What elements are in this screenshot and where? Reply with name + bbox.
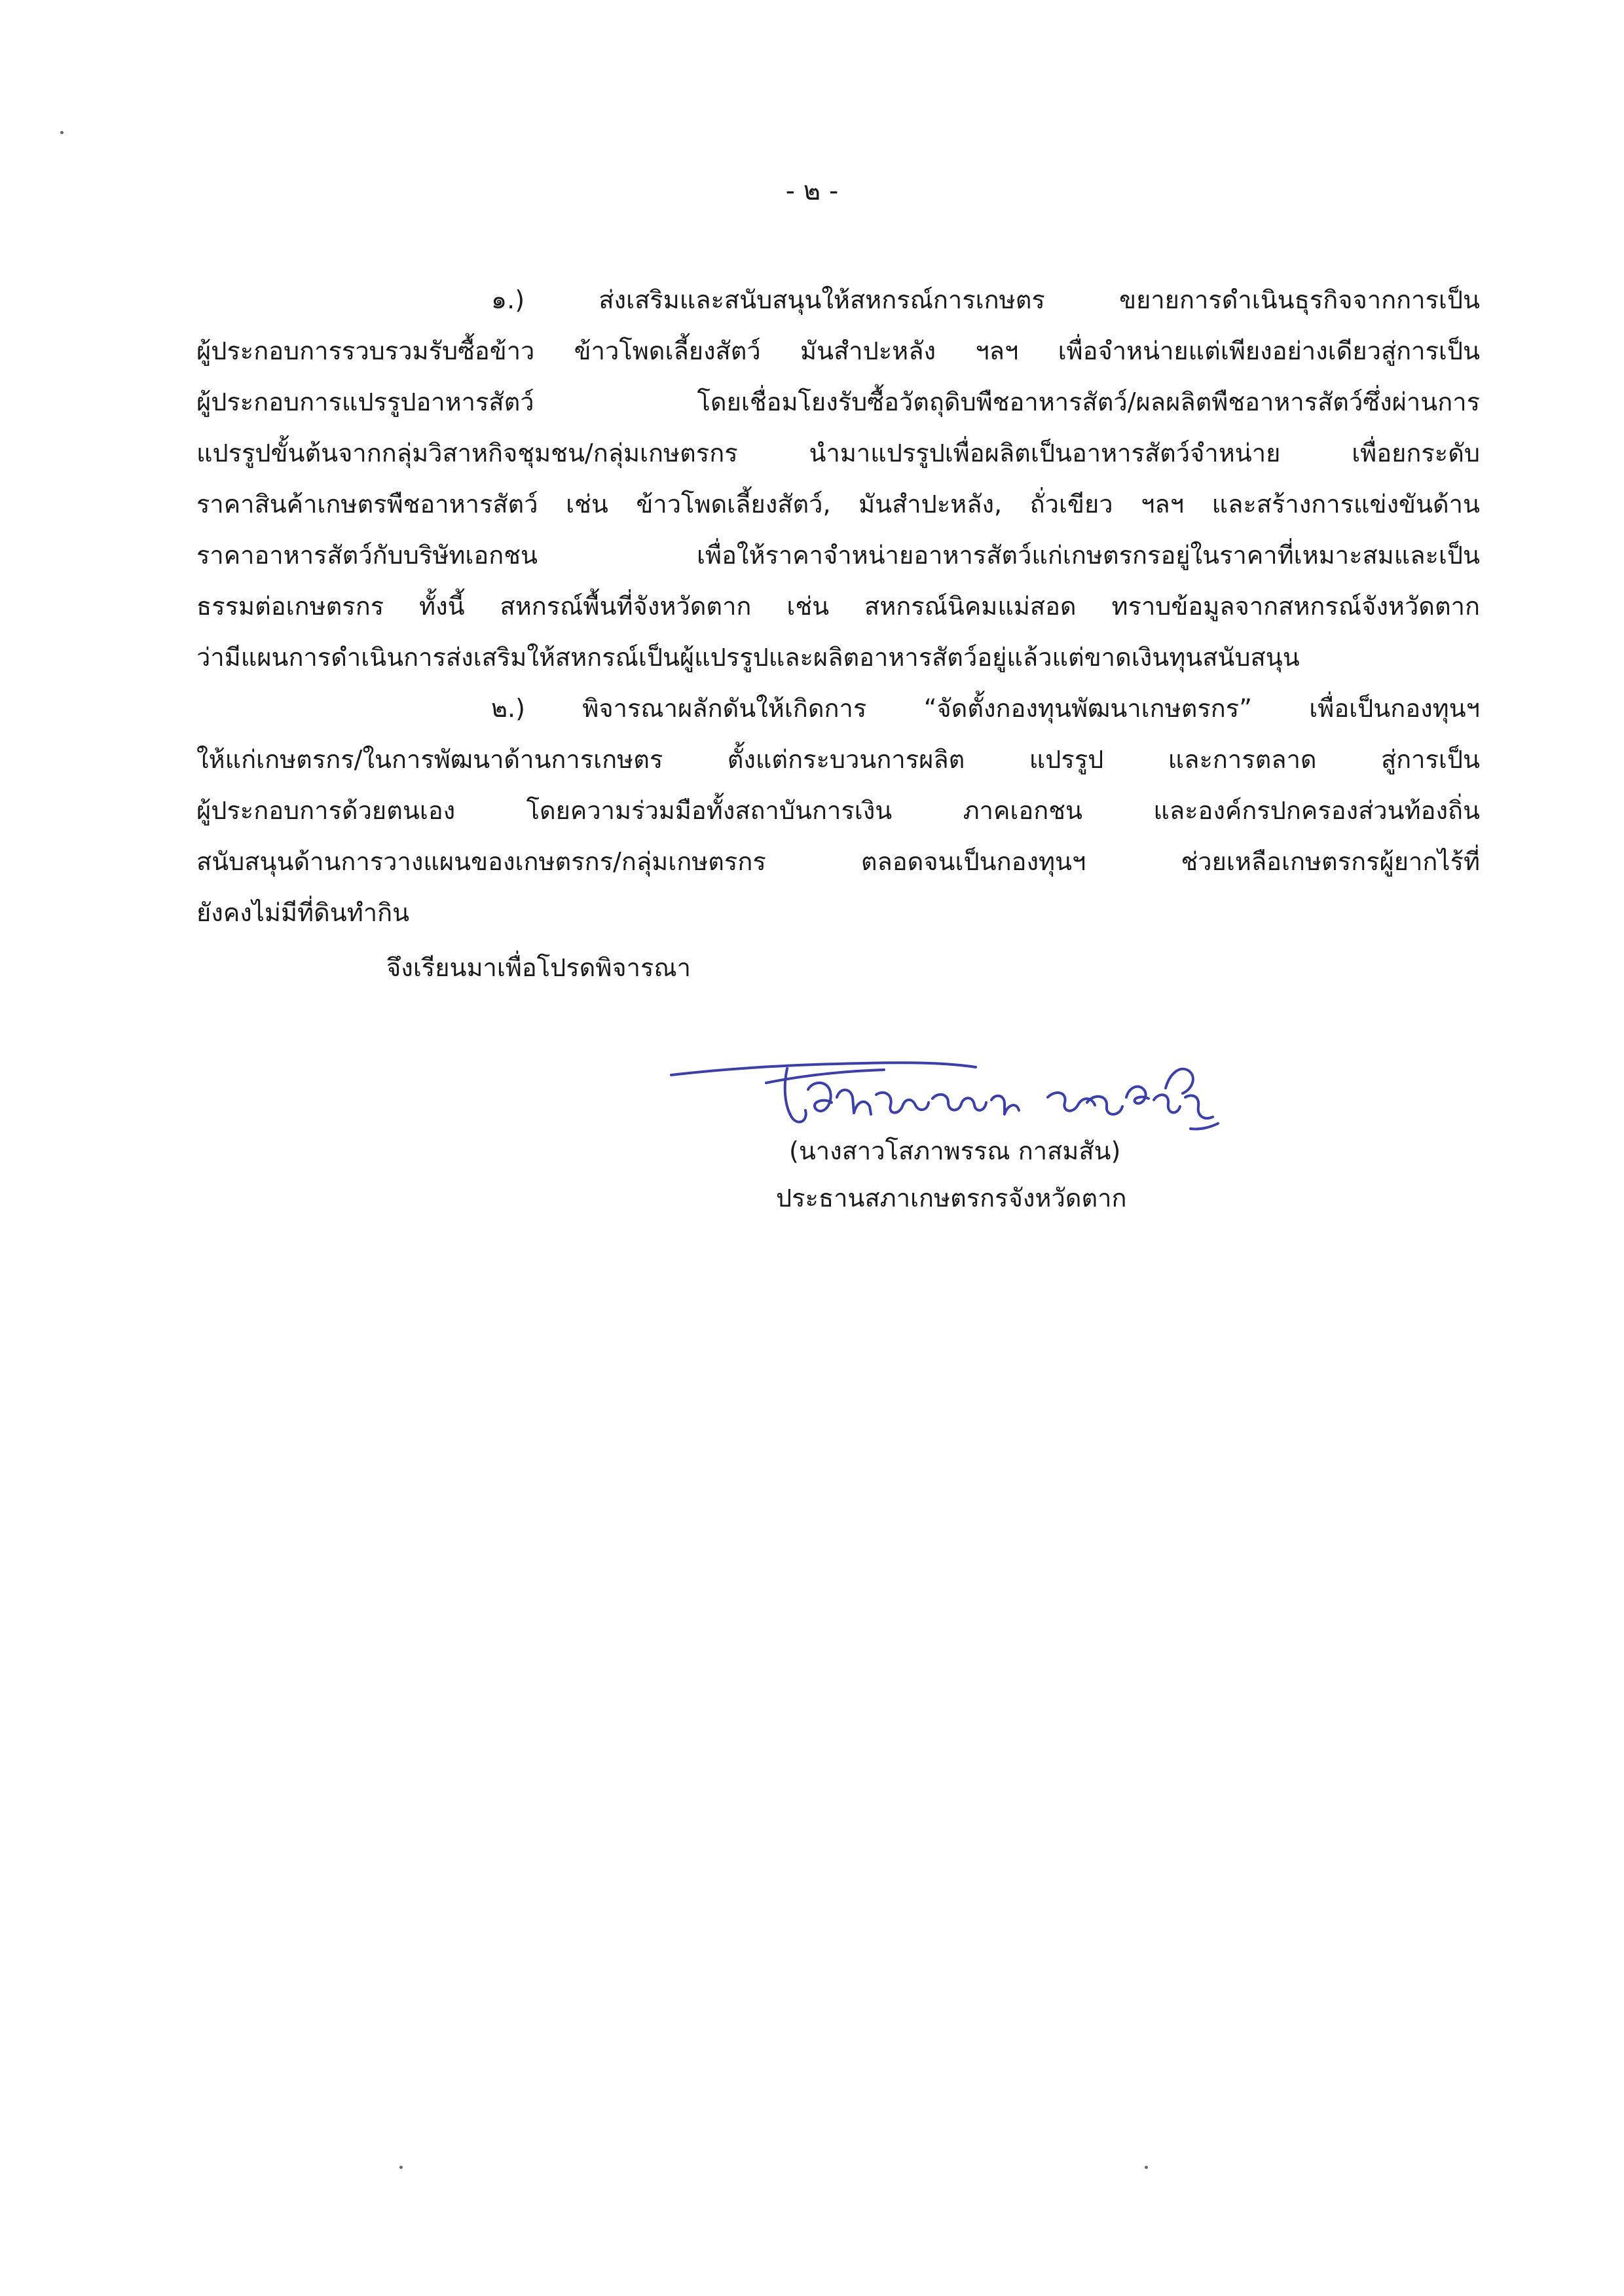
paragraph-1-line-7: ธรรมต่อเกษตรกร ทั้งนี้ สหกรณ์พื้นที่จังหวัดตาก เช่น สหกรณ์นิคมแม่สอด ทราบข้อมูลจากสหกรณ์จังหวัดตาก [196, 592, 1480, 621]
signatory-name: (นางสาวโสภาพรรณ กาสมสัน) [789, 1137, 1121, 1165]
paragraph-1-line-2: ผู้ประกอบการรวบรวมรับซื้อข้าว ข้าวโพดเลี้ยงสัตว์ มันสำปะหลัง ฯลฯ เพื่อจำหน่ายแต่เพียงอย่างเดียวสู่การเป็น [196, 337, 1480, 365]
paragraph-1-line-4: แปรรูปขั้นต้นจากกลุ่มวิสาหกิจชุมชน/กลุ่มเกษตรกร นำมาแปรรูปเพื่อผลิตเป็นอาหารสัตว์จำหน่าย เพื่อยกระดับ [196, 439, 1480, 467]
signatory-title: ประธานสภาเกษตรกรจังหวัดตาก [776, 1184, 1127, 1212]
paragraph-1-line-5: ราคาสินค้าเกษตรพืชอาหารสัตว์ เช่น ข้าวโพดเลี้ยงสัตว์, มันสำปะหลัง, ถั่วเขียว ฯลฯ และสร้างการแข่งขันด้าน [196, 490, 1480, 519]
paragraph-2-line-2: ให้แก่เกษตรกร/ในการพัฒนาด้านการเกษตร ตั้งแต่กระบวนการผลิต แปรรูป และการตลาด สู่การเป็น [196, 745, 1480, 774]
paragraph-2-line-5: ยังคงไม่มีที่ดินทำกิน [196, 898, 410, 927]
page-number: - ๒ - [785, 176, 839, 206]
paragraph-1-line-8: ว่ามีแผนการดำเนินการส่งเสริมให้สหกรณ์เป็นผู้แปรรูปและผลิตอาหารสัตว์อยู่แล้วแต่ขาดเงินทุนสนับสนุน [196, 643, 1300, 672]
paragraph-1-line-1: ๑.) ส่งเสริมและสนับสนุนให้สหกรณ์การเกษตร ขยายการดำเนินธุรกิจจากการเป็น [491, 285, 1480, 314]
paragraph-1-line-3: ผู้ประกอบการแปรรูปอาหารสัตว์ โดยเชื่อมโยงรับซื้อวัตถุดิบพืชอาหารสัตว์/ผลผลิตพืชอาหารสัตว์ซึ่งผ่านการ [196, 388, 1480, 416]
paragraph-2-line-3: ผู้ประกอบการด้วยตนเอง โดยความร่วมมือทั้งสถาบันการเงิน ภาคเอกชน และองค์กรปกครองส่วนท้องถิ่น [196, 796, 1480, 825]
scan-speck [1145, 2166, 1148, 2169]
paragraph-1-line-6: ราคาอาหารสัตว์กับบริษัทเอกชน เพื่อให้ราคาจำหน่ายอาหารสัตว์แก่เกษตรกรอยู่ในราคาที่เหมาะสมและเป็น [196, 541, 1480, 570]
closing-line: จึงเรียนมาเพื่อโปรดพิจารณา [386, 953, 691, 982]
scan-speck [399, 2166, 403, 2169]
handwritten-signature [668, 1034, 1244, 1139]
scan-speck [60, 131, 64, 134]
paragraph-2-line-4: สนับสนุนด้านการวางแผนของเกษตรกร/กลุ่มเกษตรกร ตลอดจนเป็นกองทุนฯ ช่วยเหลือเกษตรกรผู้ยากไร้ที่ [196, 847, 1480, 876]
paragraph-2-line-1: ๒.) พิจารณาผลักดันให้เกิดการ “จัดตั้งกองทุนพัฒนาเกษตรกร” เพื่อเป็นกองทุนฯ [491, 694, 1480, 723]
